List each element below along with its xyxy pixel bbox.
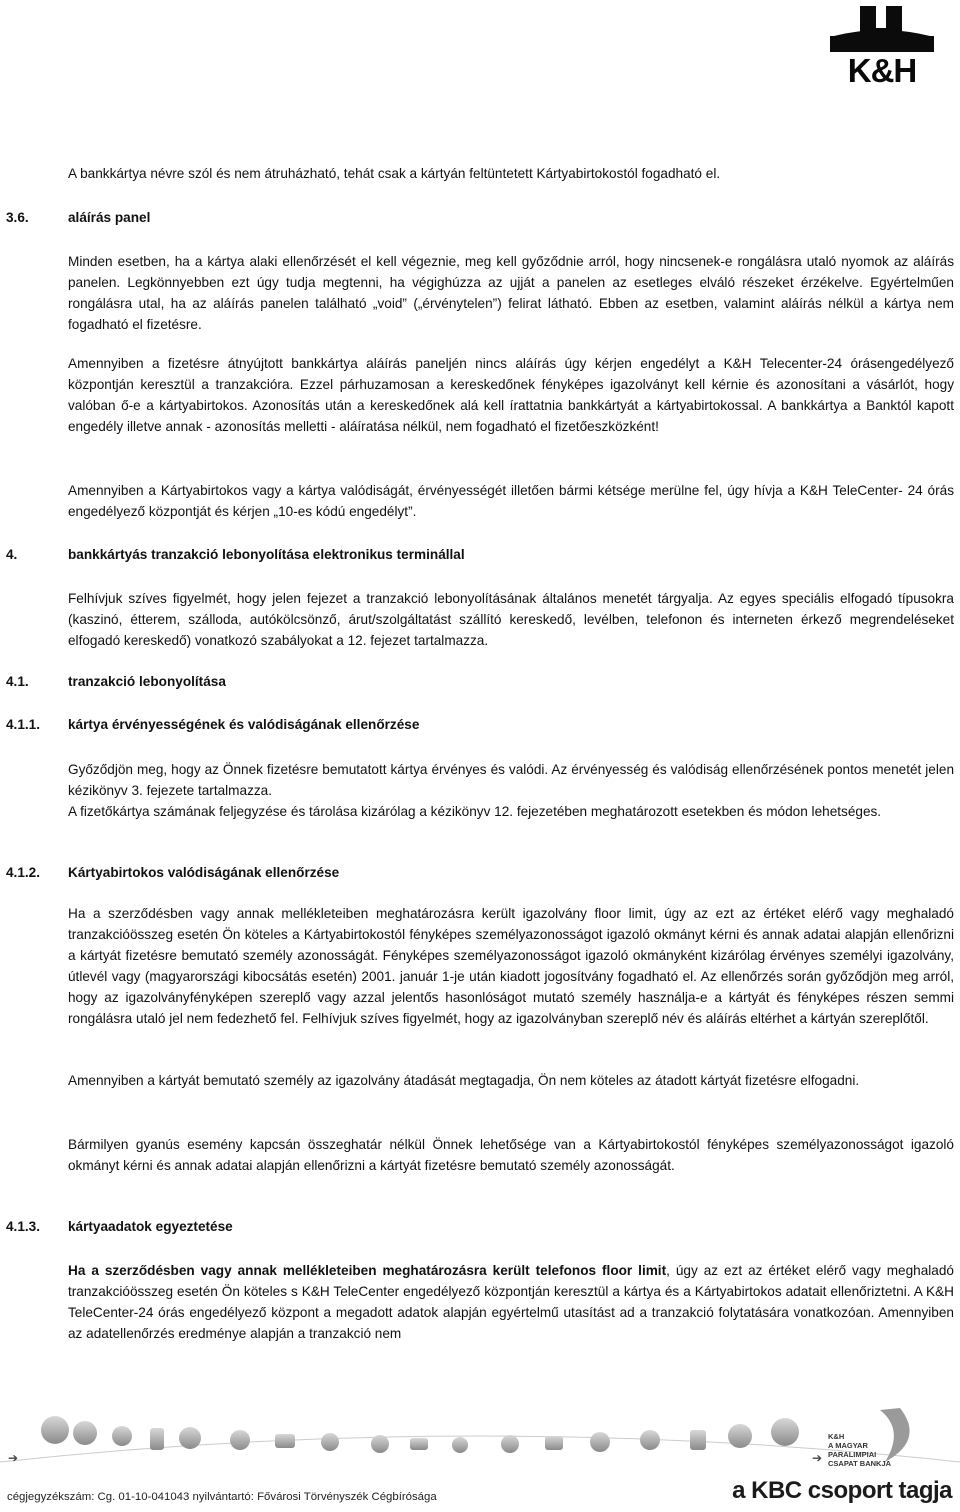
- text-run: Ezzel párhuzamosan a kereskedőnek fényképes igazolványt kell kérnie és azonosítani a vásárlót, hogy valóban ő-e a kártyabirtokos.: [68, 377, 954, 413]
- text-run: Amennyiben a fizetésre átnyújtott bankkártya aláírás paneljén nincs aláírás úgy kérjen engedélyt a K&H Telecenter-24 órásengedélyező központján keresztül a tranzakcióra.: [68, 356, 954, 392]
- text-run: Ha a szerződésben vagy annak mellékleteiben meghatározásra került igazolvány floor limit, úgy az ezt az értéket elérő vagy meghaladó tranzakcióösszeg esetén Ön köteles a Kártyabirtokostól fényképes személyazonosságot igazoló okmányt kérni és annak adatai alapján ellenőrizni a kártyát fizetésre bemutató személy azonosságát.: [68, 906, 954, 963]
- paragraph-section-4-1-2-c: Bármilyen gyanús esemény kapcsán összeghatár nélkül Önnek lehetősége van a Kártyabirtokostól fényképes személyazonosságot igazoló okmányt kérni és annak adatai alapján ellenőrizni a kártyát fizetésre bemutató személy azonosságát.: [68, 1137, 954, 1173]
- footer-decorative-strip: [0, 1400, 960, 1480]
- text-run: Fényképes személyazonosságot igazoló okmányként kizárólag érvényes személyi igazolvány, útlevél vagy (magyarországi kibocsátás esetén) 2001. január 1-je után kiadott jogosítvány fogadható el.: [68, 948, 954, 984]
- text-run: Azonosítás után a kereskedőnek alá kell írattatnia bankkártyát a kártyabirtokossal.: [247, 398, 763, 413]
- paragraph-section-4: [68, 588, 954, 651]
- text-run: Az egyes speciális elfogadó típusokra (kaszinó, étterem, szálloda, autókölcsönző, árut/szolgáltatást szállító kereskedő, levélben, telefonon és interneten érkező megrendeléseket elfogadó kereskedő) vonatkozó szabályokat a 12. fejezet tartalmazza.: [68, 591, 954, 648]
- paragraph-signature-panel-1: [68, 251, 954, 335]
- badge-line: CSAPAT BANKJA: [828, 1459, 892, 1468]
- section-number-4: 4.: [6, 547, 18, 562]
- section-number-4-1: 4.1.: [6, 674, 29, 689]
- text-run: Minden esetben, ha a kártya alaki ellenőrzését el kell végeznie, meg kell győződnie arról, hogy nincsenek-e rongálásra utaló nyomok az aláírás panelen.: [68, 254, 954, 290]
- text-run-bold: Ha a szerződésben vagy annak mellékleteiben meghatározásra került telefonos floor limit: [68, 1263, 667, 1278]
- section-number-4-1-3: 4.1.3.: [6, 1219, 41, 1234]
- text-run: Az ellenőrzés során győződjön meg arról, hogy az igazolványfényképen szereplő vagy azzal jelentős hasonlóságot mutató személy használja-e a kártyát és fényképes részen semmi rongálásra utaló jel nem fedezhető fel.: [68, 969, 954, 1026]
- section-number-4-1-1: 4.1.1.: [6, 717, 41, 732]
- section-title-4: bankkártyás tranzakció lebonyolítása elektronikus terminállal: [68, 547, 465, 562]
- paragraph-section-4-1-1-b: A fizetőkártya számának feljegyzése és tárolása kizárólag a kézikönyv 12. fejezetében meghatározott esetekben és módon lehetséges.: [68, 804, 882, 819]
- section-title-3-6: aláírás panel: [68, 210, 151, 225]
- paragraph-transfer: A bankkártya névre szól és nem átruházható, tehát csak a kártyán feltüntetett Kártyabirtokostól fogadható el.: [68, 166, 721, 181]
- text-run: A bankkártya a Banktól kapott engedély illetve annak - azonosítás melletti - aláíratása nélkül, nem fogadható el fizetőeszközként!: [68, 398, 954, 434]
- section-title-4-1-1: kártya érvényességének és valódiságának ellenőrzése: [68, 717, 420, 732]
- kbc-group-tagline: a KBC csoport tagja: [732, 1477, 952, 1504]
- paragraph-section-4-1-1-a: [68, 759, 954, 801]
- paragraph-signature-panel-2: [68, 353, 954, 437]
- kh-logo: [826, 4, 938, 88]
- paragraph-section-4-1-2-a: [68, 903, 954, 1029]
- badge-line: PARALIMPIAI: [828, 1450, 877, 1459]
- arrow-icon: ➔: [812, 1451, 823, 1465]
- text-run: Győződjön meg, hogy az Önnek fizetésre bemutatott kártya érvényes és valódi.: [68, 762, 549, 777]
- paragraph-section-4-1-3: [68, 1260, 954, 1344]
- section-title-4-1-3: kártyaadatok egyeztetése: [68, 1219, 233, 1234]
- text-run: Az érvényesség és valódiság ellenőrzésének pontos menetét jelen kézikönyv 3. fejezete tartalmazza.: [68, 762, 955, 798]
- arrow-icon: ➔: [8, 1451, 19, 1465]
- section-number-4-1-2: 4.1.2.: [6, 865, 41, 880]
- kh-logo-text: K&H: [847, 52, 917, 89]
- section-title-4-1-2: Kártyabirtokos valódiságának ellenőrzése: [68, 865, 340, 880]
- text-run: Ebben az esetben, valamint aláírás nélkül a kártya nem fogadható el fizetésre.: [68, 296, 954, 332]
- section-title-4-1: tranzakció lebonyolítása: [68, 674, 226, 689]
- badge-line: A MAGYAR: [828, 1441, 868, 1450]
- section-number-3-6: 3.6.: [6, 210, 29, 225]
- text-run: Felhívjuk szíves figyelmét, hogy az igazolványban szereplő név és aláírás eltérhet a kártyán szereplőtől.: [298, 1011, 929, 1026]
- kh-logo-mark-icon: [826, 4, 938, 56]
- badge-line: K&H: [828, 1432, 845, 1441]
- company-registry-text: cégjegyzékszám: Cg. 01-10-041043 nyilvántartó: Fővárosi Törvényszék Cégbírósága: [7, 1491, 437, 1503]
- paragraph-doubt: Amennyiben a Kártyabirtokos vagy a kártya valódiságát, érvényességét illetően bármi kétsége merülne fel, úgy hívja a K&H TeleCenter- 24 órás engedélyező központját és kérjen „10-es kódú engedélyt”.: [68, 483, 954, 519]
- text-run: , úgy az ezt az értéket elérő vagy meghaladó tranzakcióösszeg esetén Ön köteles s K&H TeleCenter engedélyező központján keresztül a kártya és a Kártyabirtokos adatait ellenőriztetni. A K&H TeleCenter-24 órás engedélyező központ a megadott adatok alapján egyértelmű utasítást ad a tranzakció folytatására vonatkozóan. Amennyiben az adatellenőrzés eredménye alapján a tranzakció nem: [68, 1263, 954, 1341]
- paralympic-team-badge: [828, 1432, 908, 1468]
- text-run: Felhívjuk szíves figyelmét, hogy jelen fejezet a tranzakció lebonyolításának általános menetét tárgyalja.: [68, 591, 713, 606]
- text-run: Egyértelműen rongálásra utal, ha az aláírás panelen található „void” („érvénytelen”) felirat látható.: [68, 275, 954, 311]
- text-run: Legkönnyebben ezt úgy tudja megtenni, ha végighúzza az ujját a panelen az esetleges elváló részeket érzékelve.: [120, 275, 863, 290]
- paragraph-section-4-1-2-b: Amennyiben a kártyát bemutató személy az igazolvány átadását megtagadja, Ön nem köteles az átadott kártyát fizetésre elfogadni.: [68, 1073, 860, 1088]
